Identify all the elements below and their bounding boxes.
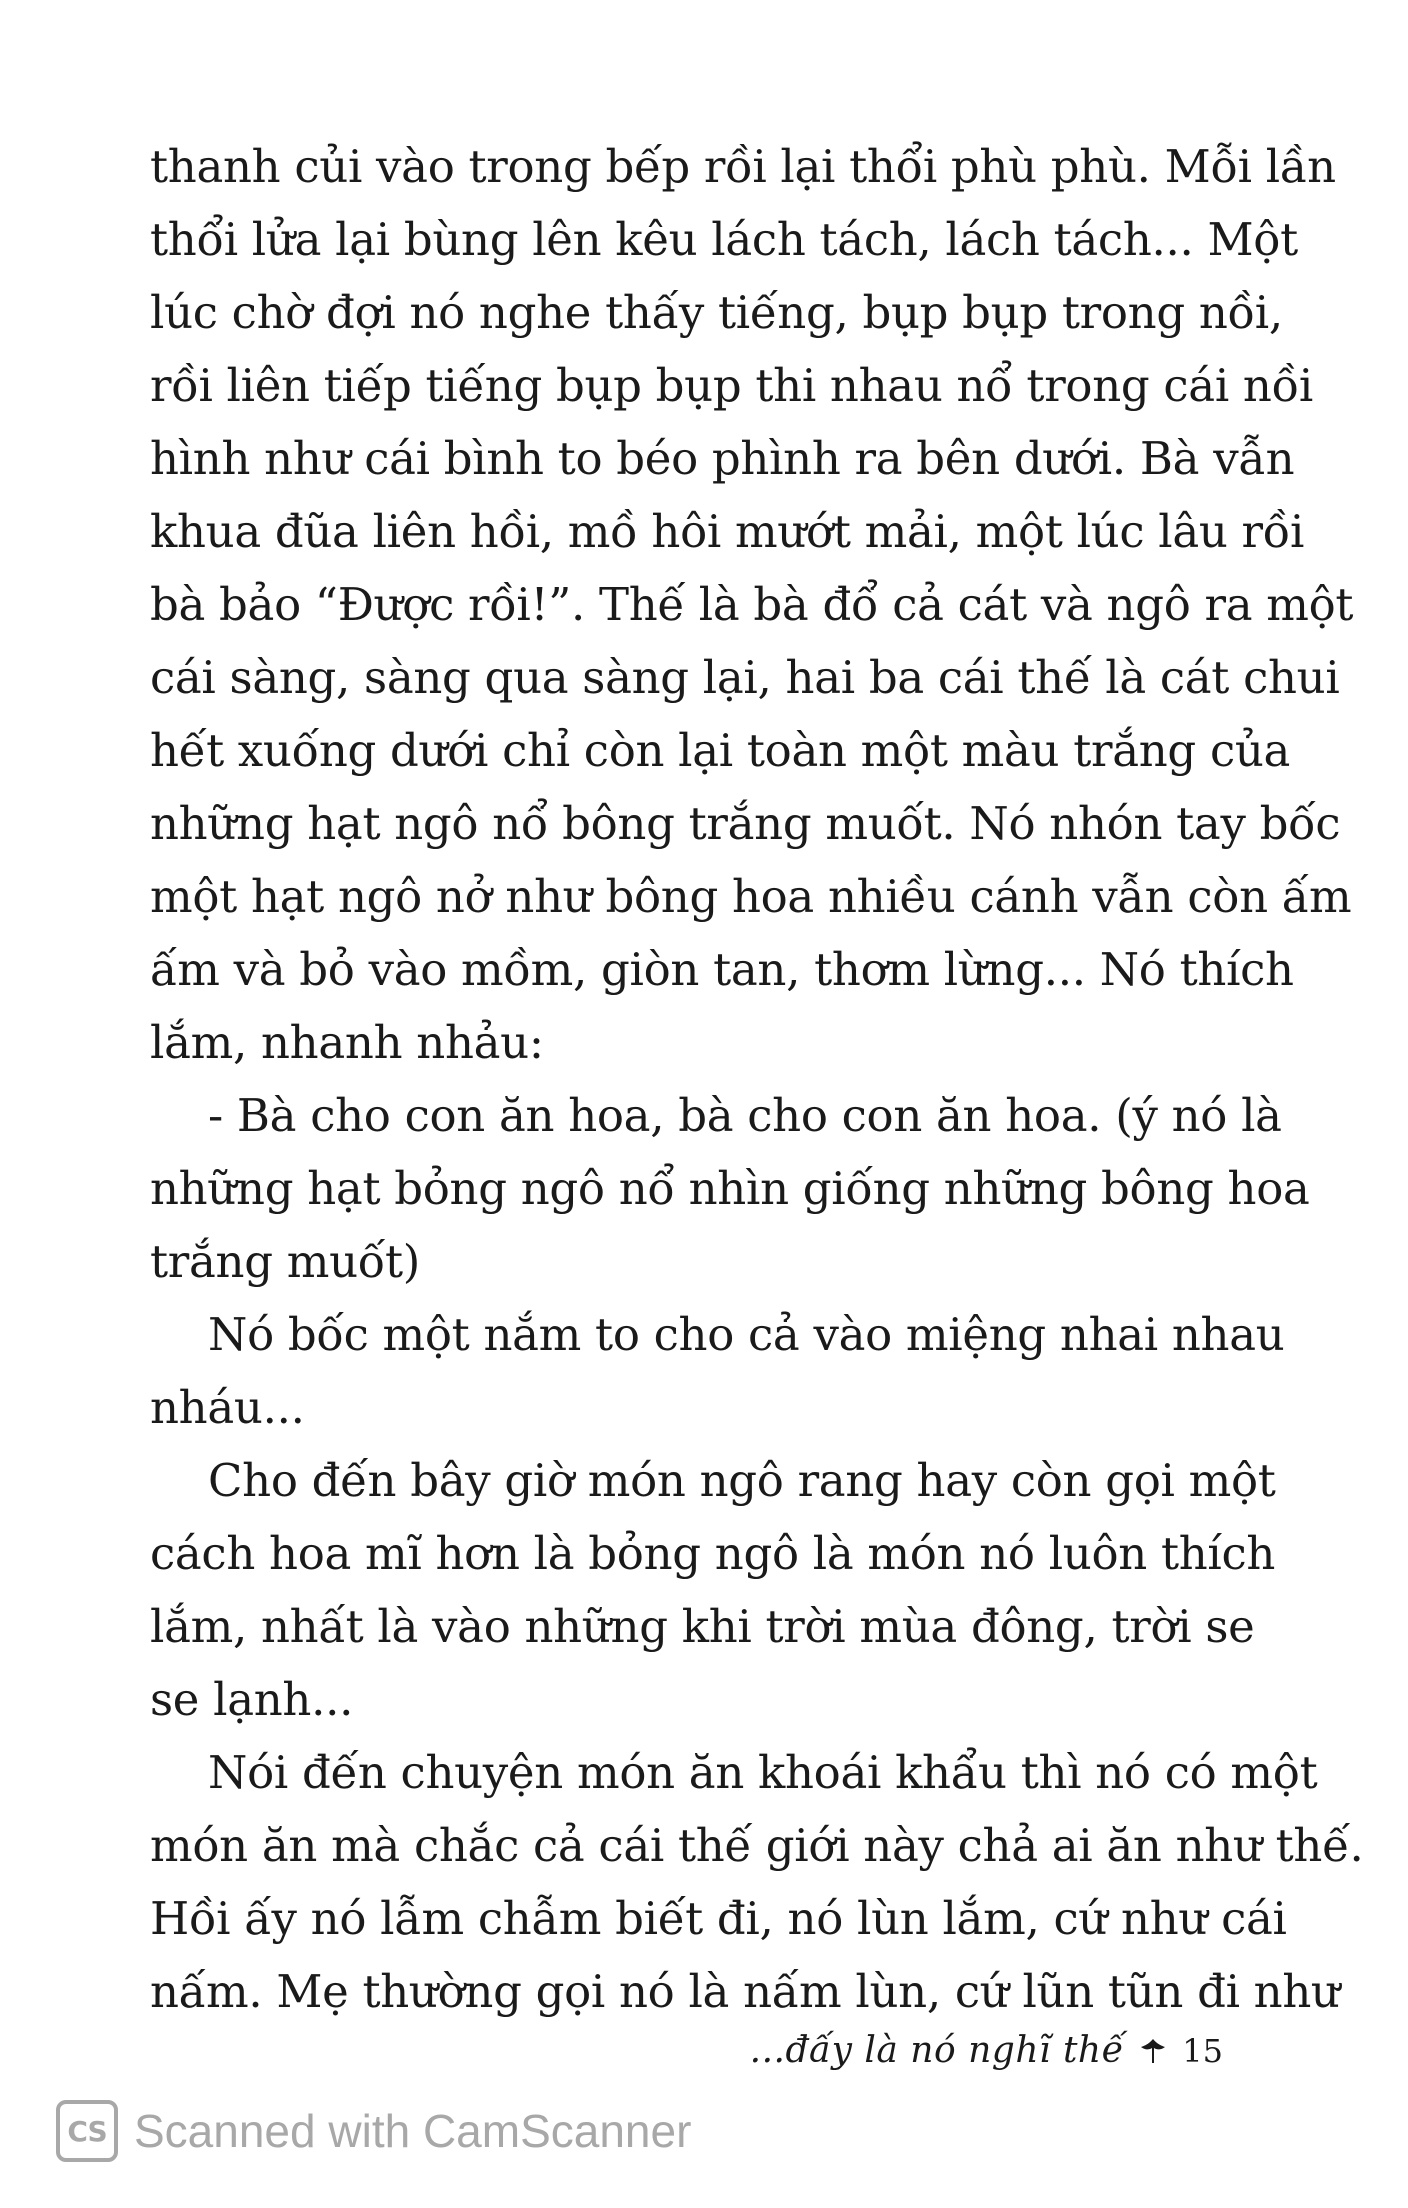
- text-line: ấm và bỏ vào mồm, giòn tan, thơm lừng... Nó thích: [150, 943, 1294, 996]
- text-line: món ăn mà chắc cả cái thế giới này chả ai ăn như thế.: [150, 1819, 1364, 1872]
- text-line: hết xuống dưới chỉ còn lại toàn một màu trắng của: [150, 724, 1291, 777]
- text-line: - Bà cho con ăn hoa, bà cho con ăn hoa. (ý nó là: [208, 1089, 1282, 1142]
- text-line: cái sàng, sàng qua sàng lại, hai ba cái thế là cát chui: [150, 651, 1340, 704]
- text-line: hình như cái bình to béo phình ra bên dưới. Bà vẫn: [150, 432, 1295, 485]
- text-line: trắng muốt): [150, 1235, 421, 1288]
- text-line: se lạnh...: [150, 1673, 354, 1726]
- scanner-watermark: [56, 2100, 691, 2162]
- text-line: rồi liên tiếp tiếng bụp bụp thi nhau nổ trong cái nồi: [150, 359, 1313, 412]
- text-line: Nó bốc một nắm to cho cả vào miệng nhai nhau: [208, 1308, 1285, 1361]
- text-line: thanh củi vào trong bếp rồi lại thổi phù phù. Mỗi lần: [150, 140, 1336, 193]
- text-line: một hạt ngô nở như bông hoa nhiều cánh vẫn còn ấm: [150, 870, 1352, 923]
- text-line: những hạt ngô nổ bông trắng muốt. Nó nhón tay bốc: [150, 797, 1341, 850]
- text-line: lúc chờ đợi nó nghe thấy tiếng, bụp bụp trong nồi,: [150, 286, 1283, 339]
- text-line: cách hoa mĩ hơn là bỏng ngô là món nó luôn thích: [150, 1527, 1276, 1580]
- text-line: bà bảo “Được rồi!”. Thế là bà đổ cả cát và ngô ra một: [150, 578, 1354, 631]
- text-line: Nói đến chuyện món ăn khoái khẩu thì nó có một: [208, 1746, 1318, 1799]
- camscanner-logo-icon: CS: [56, 2100, 118, 2162]
- page-footer: [750, 2030, 1223, 2071]
- text-line: nấm. Mẹ thường gọi nó là nấm lùn, cứ lũn tũn đi như: [150, 1965, 1340, 2018]
- text-line: Cho đến bây giờ món ngô rang hay còn gọi một: [208, 1454, 1276, 1507]
- text-line: thổi lửa lại bùng lên kêu lách tách, lách tách... Một: [150, 213, 1298, 266]
- body-text: [150, 130, 1364, 2028]
- text-line: những hạt bỏng ngô nổ nhìn giống những bông hoa: [150, 1162, 1310, 1215]
- running-title: ...đấy là nó nghĩ thế: [749, 2030, 1125, 2071]
- text-line: nháu...: [150, 1381, 305, 1434]
- text-line: khua đũa liên hồi, mồ hôi mướt mải, một lúc lâu rồi: [150, 505, 1305, 558]
- page-number: 15: [1182, 2031, 1223, 2070]
- text-line: lắm, nhất là vào những khi trời mùa đông, trời se: [150, 1600, 1255, 1653]
- watermark-text: Scanned with CamScanner: [134, 2105, 692, 2157]
- leaf-ornament-icon: [1138, 2036, 1168, 2066]
- text-line: Hồi ấy nó lẫm chẫm biết đi, nó lùn lắm, cứ như cái: [150, 1892, 1287, 1945]
- text-line: lắm, nhanh nhảu:: [150, 1016, 544, 1069]
